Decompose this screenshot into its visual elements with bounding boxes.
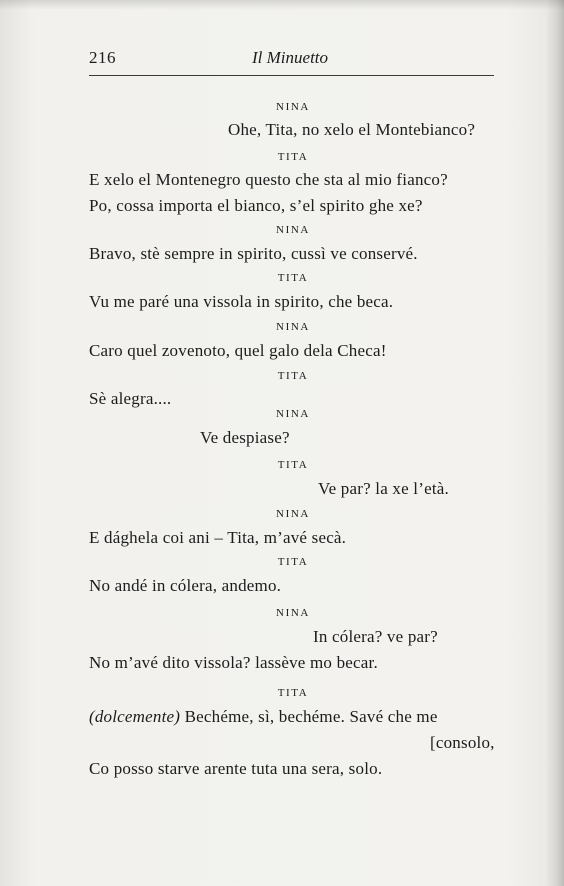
speaker-label: NINA (276, 607, 310, 619)
verse-line (89, 707, 438, 727)
running-title: Il Minuetto (252, 48, 329, 67)
verse-line: No m’avé dito vissola? lassève mo becar. (89, 653, 378, 672)
speaker-label: TITA (277, 556, 309, 568)
verse-line: E xelo el Montenegro questo che sta al mio fianco? (89, 170, 448, 189)
verse-line: Bravo, stè sempre in spirito, cussì ve conservé. (89, 244, 418, 263)
speaker-label: TITA (277, 272, 309, 284)
speaker-label: NINA (276, 408, 310, 420)
verse-line: In cólera? ve par? (313, 627, 438, 646)
verse-line: Ve despiase? (200, 428, 290, 447)
stage-direction: (dolcemente) (89, 707, 181, 726)
speaker-label: TITA (277, 687, 309, 699)
verse-line: Caro quel zovenoto, quel galo dela Checa! (89, 341, 387, 360)
speaker-label: NINA (276, 508, 310, 520)
speaker-label: NINA (276, 101, 310, 113)
verse-line: No andé in cólera, andemo. (89, 576, 282, 595)
speaker-label: TITA (277, 151, 309, 163)
speaker-label: NINA (276, 224, 310, 236)
verse-line: Sè alegra.... (89, 389, 172, 408)
verse-line: Ohe, Tita, no xelo el Montebianco? (228, 120, 476, 139)
verse-line: Ve par? la xe l’età. (318, 479, 449, 498)
verse-line-continuation: [consolo, (430, 733, 495, 752)
page-number: 216 (89, 48, 116, 67)
header-rule (89, 75, 494, 76)
verse-line: E dághela coi ani – Tita, m’avé secà. (89, 528, 347, 547)
page-gutter-shadow (546, 0, 564, 886)
verse-line: Vu me paré una vissola in spirito, che beca. (89, 292, 394, 311)
verse-line: Po, cossa importa el bianco, s’el spirito ghe xe? (89, 196, 423, 215)
speaker-label: NINA (276, 321, 310, 333)
verse-line: Co posso starve arente tuta una sera, solo. (89, 759, 383, 778)
page-top-shadow (0, 0, 564, 10)
speaker-label: TITA (277, 459, 309, 471)
verse-text: Bechéme, sì, bechéme. Savé che me (184, 707, 438, 726)
speaker-label: TITA (277, 370, 309, 382)
